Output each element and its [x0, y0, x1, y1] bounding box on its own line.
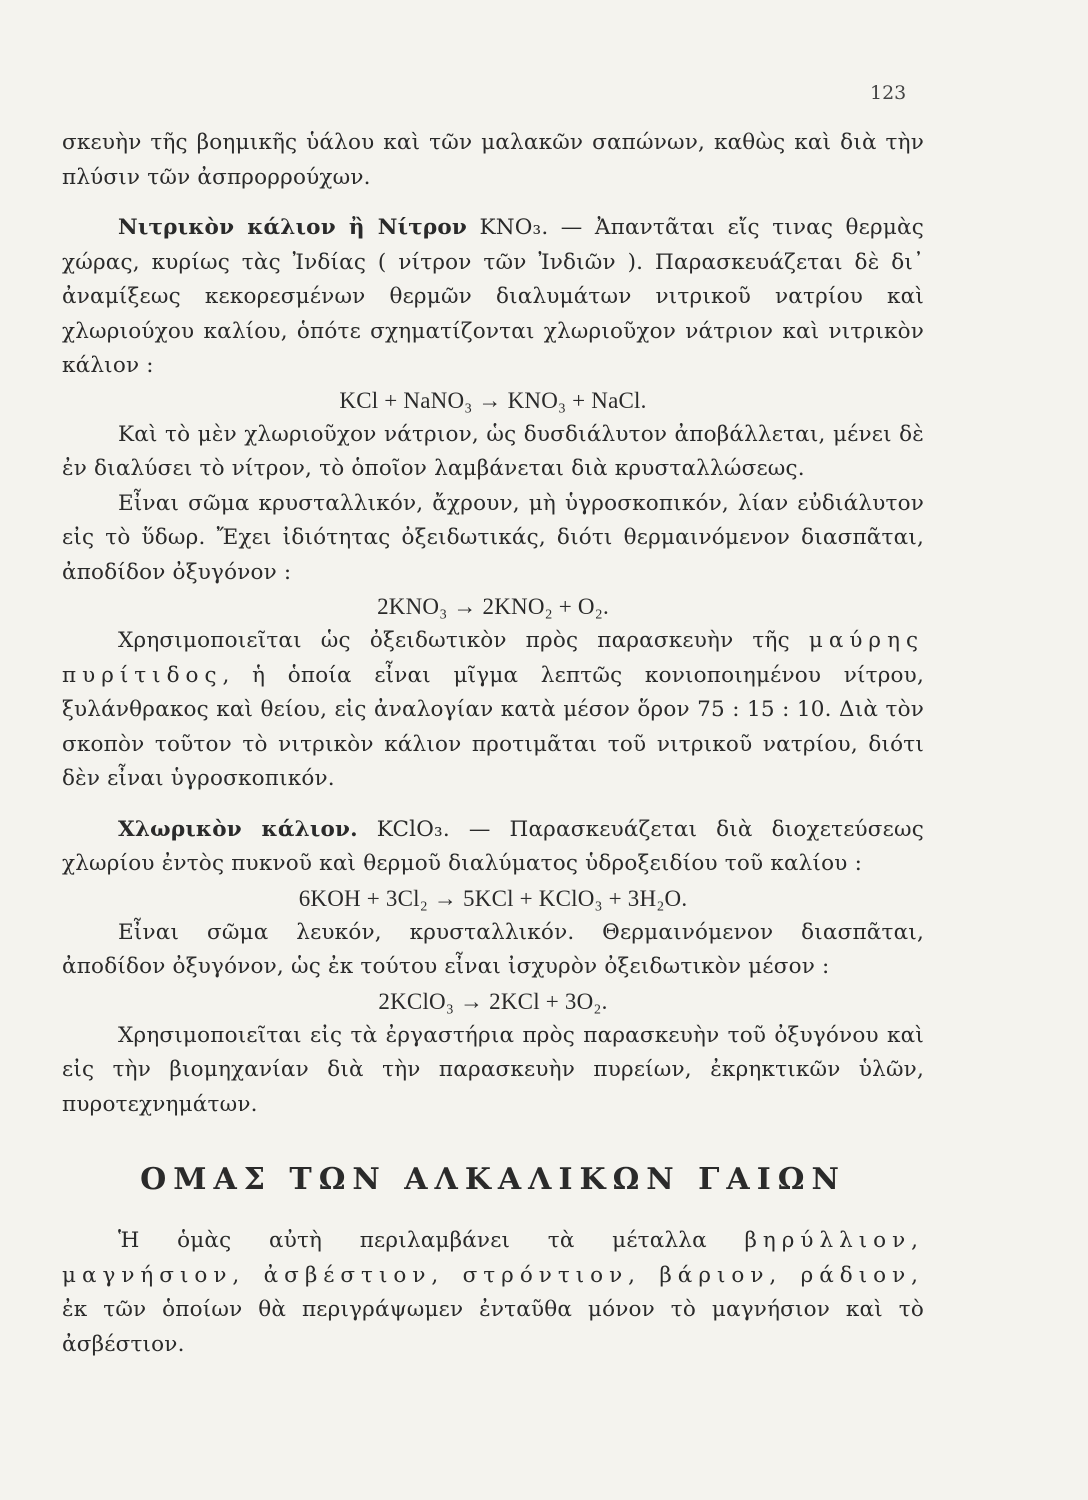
nitro-p4-spaced: μαύρης πυρίτιδος: [62, 628, 924, 688]
formula-chlorate-1: 6KOH + 3Cl₂ → 5KCl + KClO₃ + 3H₂O.: [298, 885, 688, 911]
formula-chlorate-2: 2KClO₃ → 2KCl + 3O₂.: [378, 988, 608, 1014]
paragraph-chlorate-2: Εἶναι σῶμα λευκόν, κρυσταλλικόν. Θερμαινόμενον διασπᾶται, ἀποδίδον ὀξυγόνον, ὡς ἐκ τούτου εἶναι ἰσχυρὸν ὀξειδωτικὸν μέσον :: [62, 919, 924, 979]
last-b: ἐκ τῶν ὁποίων θὰ περιγράψωμεν ἐνταῦθα μόνον τὸ μαγνήσιον καὶ τὸ ἀσβέστιον.: [62, 1297, 924, 1357]
page-number: 123: [870, 82, 907, 104]
page-body: [62, 126, 924, 1362]
paragraph-nitro-4: [62, 624, 924, 797]
paragraph-nitro-3: Εἶναι σῶμα κρυσταλλικόν, ἄχρουν, μὴ ὑγροσκοπικόν, λίαν εὐδιάλυτον εἰς τὸ ὕδωρ. Ἔχει ἰδιότητας ὀξειδωτικάς, διότι θερμαινόμενον διασπᾶται, ἀποδίδον ὀξυγόνον :: [62, 490, 924, 585]
last-a: Ἡ ὁμὰς αὐτὴ περιλαμβάνει τὰ μέταλλα: [118, 1228, 745, 1253]
paragraph-intro: σκευὴν τῆς βοημικῆς ὑάλου καὶ τῶν μαλακῶν σαπώνων, καθὼς καὶ διὰ τὴν πλύσιν τῶν ἀσπρορρούχων.: [62, 130, 924, 190]
nitro-p4a: Χρησιμοποιεῖται ὡς ὀξειδωτικὸν πρὸς παρασκευὴν τῆς: [118, 628, 809, 653]
chlorate-text: KClO₃. — Παρασκευάζεται διὰ διοχετεύσεως χλωρίου ἐντὸς πυκνοῦ καὶ θερμοῦ διαλύματος ὑδροξειδίου τοῦ καλίου :: [62, 816, 924, 876]
section-chlorate: [62, 813, 924, 882]
formula-nitro-1: KCl + NaNO₃ → KNO₃ + NaCl.: [339, 387, 647, 413]
paragraph-chlorate-3: Χρησιμοποιεῖται εἰς τὰ ἐργαστήρια πρὸς παρασκευὴν τοῦ ὀξυγόνου καὶ εἰς τὴν βιομηχανίαν διὰ τὴν παρασκευὴν πυρείων, ἐκρηκτικῶν ὑλῶν, πυροτεχνημάτων.: [62, 1022, 924, 1117]
term-chlorate: Χλωρικὸν κάλιον.: [118, 816, 358, 842]
nitro-p4b: , ἡ ὁποία εἶναι μῖγμα λεπτῶς κονιοποιημένου νίτρου, ξυλάνθρακος καὶ θείου, εἰς ἀναλογίαν κατὰ μέσον ὅρον 75 : 15 : 10. Διὰ τὸν σκοπὸν τοῦτον τὸ νιτρικὸν κάλιον προτιμᾶται τοῦ νιτρικοῦ νατρίου, διότι δὲν εἶναι ὑγροσκοπικόν.: [62, 662, 924, 791]
paragraph-nitro-2: Καὶ τὸ μὲν χλωριοῦχον νάτριον, ὡς δυσδιάλυτον ἀποβάλλεται, μένει δὲ ἐν διαλύσει τὸ νίτρον, τὸ ὁποῖον λαμβάνεται διὰ κρυσταλλώσεως.: [62, 421, 924, 481]
nitro-text: KNO₃. — Ἀπαντᾶται εἴς τινας θερμὰς χώρας, κυρίως τὰς Ἰνδίας ( νίτρον τῶν Ἰνδιῶν ). Παρασκευάζεται δὲ δι᾽ ἀναμίξεως κεκορεσμένων θερμῶν διαλυμάτων νιτρικοῦ νατρίου καὶ χλωριούχου καλίου, ὁπότε σχηματίζονται χλωριοῦχον νάτριον καὶ νιτρικὸν κάλιον :: [62, 215, 924, 378]
formula-nitro-2: 2KNO₃ → 2KNO₂ + O₂.: [377, 594, 609, 619]
paragraph-alkaline-earth: [62, 1224, 924, 1362]
last-spaced: βηρύλλιον, μαγνήσιον, ἀσβέστιον, στρόντιον, βάριον, ράδιον,: [62, 1228, 924, 1288]
section-nitro: [62, 211, 924, 384]
section-heading: ΟΜΑΣ ΤΩΝ ΑΛΚΑΛΙΚΩΝ ΓΑΙΩΝ: [140, 1162, 846, 1197]
term-nitro: Νιτρικὸν κάλιον ἢ Νίτρον: [118, 215, 468, 240]
